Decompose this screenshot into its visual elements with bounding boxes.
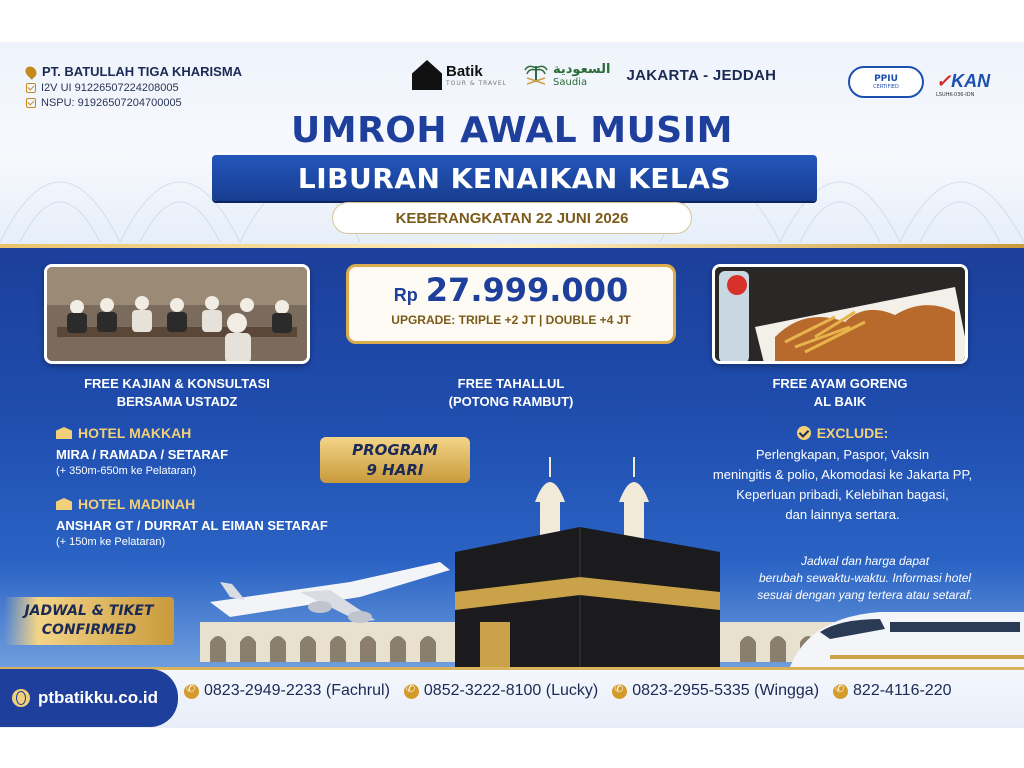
benefit-albaik-line2: AL BAIK: [813, 394, 867, 409]
contact-number[interactable]: 822-4116-220: [853, 682, 952, 699]
phone-icon: [612, 684, 627, 699]
note-line3: sesuai dengan yang tertera atau setaraf.: [757, 588, 973, 602]
price-currency: Rp: [393, 285, 418, 305]
hotel-madinah-distance: (+ 150m ke Pelataran): [56, 536, 166, 548]
company-info: [26, 64, 242, 109]
batik-logo-tag: TOUR & TRAVEL: [446, 80, 507, 87]
benefit-kajian-line1: FREE KAJIAN & KONSULTASI: [84, 376, 270, 391]
contact-item[interactable]: [833, 682, 951, 700]
exclude-line4: dan lainnya sertara.: [785, 507, 900, 522]
license-2: NSPU: 91926507204700005: [41, 97, 182, 109]
location-pin-icon: [23, 64, 39, 80]
subtitle: LIBURAN KENAIKAN KELAS: [297, 161, 732, 195]
batik-house-icon: [412, 60, 442, 90]
exclude-heading: EXCLUDE:: [816, 425, 889, 441]
hotel-makkah-names: MIRA / RAMADA / SETARAF: [56, 447, 229, 462]
benefit-tahallul-line1: FREE TAHALLUL: [457, 376, 565, 391]
website-pill[interactable]: [0, 669, 178, 727]
hotel-icon: [56, 427, 72, 439]
check-circle-icon: [797, 426, 811, 440]
disclaimer-note: [730, 553, 1000, 604]
upgrade-note: UPGRADE: TRIPLE +2 JT | DOUBLE +4 JT: [391, 313, 631, 327]
program-line1: PROGRAM: [352, 441, 438, 459]
departure-date: KEBERANGKATAN 22 JUNI 2026: [395, 209, 629, 227]
program-line2: 9 HARI: [366, 461, 424, 479]
kan-label: ✓KAN: [936, 70, 991, 91]
phone-icon: [184, 684, 199, 699]
kajian-photo: [44, 264, 310, 364]
contact-list: [184, 682, 951, 700]
contact-number[interactable]: 0823-2955-5335 (Wingga): [632, 682, 820, 699]
benefit-tahallul: [346, 375, 676, 411]
phone-icon: [404, 684, 419, 699]
contact-number[interactable]: 0852-3222-8100 (Lucky): [423, 682, 599, 699]
contact-item[interactable]: [184, 682, 390, 700]
ppiu-badge: [848, 66, 924, 98]
note-line1: Jadwal dan harga dapat: [800, 554, 930, 568]
exclude-line1: Perlengkapan, Paspor, Vaksin: [755, 447, 930, 462]
albaik-photo: [712, 264, 968, 364]
company-name: PT. BATULLAH TIGA KHARISMA: [42, 64, 243, 79]
globe-icon: [12, 689, 30, 707]
subtitle-banner: [212, 155, 817, 201]
price-amount: 27.999.000: [425, 271, 629, 309]
hotel-makkah-distance: (+ 350m-650m ke Pelataran): [56, 465, 197, 477]
ppiu-label: PPIU: [874, 74, 898, 84]
phone-icon: [833, 684, 848, 699]
umrah-poster: [0, 42, 1024, 728]
page-title: UMROH AWAL MUSIM: [291, 110, 733, 151]
price-box: [346, 264, 676, 344]
jadwal-line2: CONFIRMED: [41, 622, 137, 638]
website-link[interactable]: ptbatikku.co.id: [38, 688, 158, 707]
palm-swords-icon: [523, 62, 549, 88]
jadwal-badge: [4, 597, 174, 645]
saudia-logo: [523, 62, 611, 88]
hotel-madinah-names: ANSHAR GT / DURRAT AL EIMAN SETARAF: [56, 518, 328, 533]
flight-route: JAKARTA - JEDDAH: [626, 66, 777, 84]
departure-badge: [332, 202, 692, 234]
check-icon: [26, 98, 36, 108]
license-1: I2V UI 91226507224208005: [41, 82, 179, 94]
gold-divider: [0, 244, 1024, 248]
partner-logos: [412, 60, 776, 90]
exclude-section: [700, 425, 985, 525]
benefit-kajian-line2: BERSAMA USTADZ: [116, 394, 238, 409]
exclude-line3: Keperluan pribadi, Kelebihan bagasi,: [736, 487, 949, 502]
kan-sub: LSUHK-036-IDN: [936, 91, 975, 98]
hotel-makkah-heading: HOTEL MAKKAH: [78, 425, 192, 441]
benefit-kajian: [44, 375, 310, 411]
note-line2: berubah sewaktu-waktu. Informasi hotel: [758, 571, 972, 585]
benefit-albaik-line1: FREE AYAM GORENG: [772, 376, 908, 391]
exclude-line2: meningitis & polio, Akomodasi ke Jakarta PP,: [712, 467, 973, 482]
hotel-madinah-heading: HOTEL MADINAH: [78, 496, 196, 512]
batik-logo-text: Batik: [446, 63, 483, 80]
kan-badge: [936, 66, 1006, 102]
saudia-label: Saudia: [553, 77, 588, 88]
contact-number[interactable]: 0823-2949-2233 (Fachrul): [204, 682, 390, 699]
saudia-arabic: السعودية: [553, 62, 611, 77]
check-icon: [26, 83, 36, 93]
contact-item[interactable]: [612, 682, 819, 700]
benefit-albaik: [712, 375, 968, 411]
contact-item[interactable]: [404, 682, 598, 700]
hotel-icon: [56, 498, 72, 510]
batik-logo: [412, 60, 507, 90]
ppiu-sub: CERTIFIED: [873, 84, 899, 90]
benefit-tahallul-line2: (POTONG RAMBUT): [448, 394, 574, 409]
jadwal-line1: JADWAL & TIKET: [24, 603, 154, 619]
